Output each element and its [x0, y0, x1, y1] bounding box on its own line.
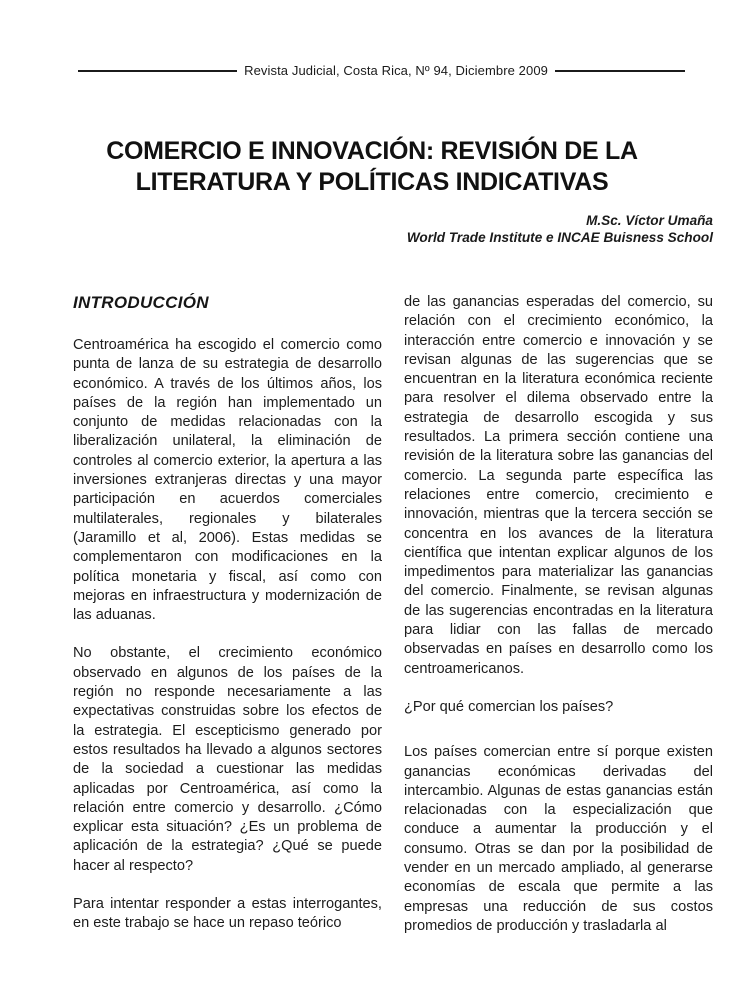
header-rule-left — [78, 70, 237, 72]
article-title — [52, 136, 692, 198]
right-column — [404, 293, 713, 955]
article-body — [73, 293, 713, 955]
right-paragraph-1: de las ganancias esperadas del comercio, su relación con el crecimiento económico, la interacción entre comercio e innovación y se revisan algunas de las sugerencias que se encuentran en la literatura económica reciente para resolver el dilema observado entre la estrategia de desarrollo escogida y sus resultados. La primera sección contiene una revisión de la literatura sobre las ganancias del comercio. La segunda parte específica las relaciones entre comercio, crecimiento e innovación, mientras que la tercera sección se concentra en los avances de la literatura científica que intentan explicar algunos de los impedimentos para materializar las ganancias del comercio. Finalmente, se revisan algunas de las sugerencias encontradas en la literatura para lidiar con las fallas de mercado observadas en países en desarrollo como los centroamericanos. — [404, 294, 713, 677]
journal-header — [73, 63, 713, 78]
header-rule-right — [555, 70, 685, 72]
sub-question-heading: ¿Por qué comercian los países? — [404, 698, 614, 715]
author-block — [73, 213, 713, 246]
right-paragraph-2: Los países comercian entre sí porque existen ganancias económicas derivadas del intercambio. Algunas de estas ganancias están relacionadas con la especialización que conduce a aumentar la producción y el consumo. Otras se dan por la posibilidad de vender en un mercado ampliado, al generarse economías de escala que permite a las empresas una reducción de sus costos promedios de producción y trasladarla al — [404, 744, 713, 934]
journal-header-text: Revista Judicial, Costa Rica, Nº 94, Diciembre 2009 — [244, 63, 548, 78]
left-paragraph-3: Para intentar responder a estas interrogantes, en este trabajo se hace un repaso teórico — [73, 896, 382, 932]
author-name: M.Sc. Víctor Umaña — [586, 213, 713, 228]
left-paragraph-2: No obstante, el crecimiento económico observado en algunos de los países de la región no responde necesariamente a las expectativas construidas sobre los efectos de la estrategia. El escepticismo generado por estos resultados ha llevado a algunos sectores de la sociedad a cuestionar las medidas aplicadas por Centroamérica, así como la relación entre comercio y desarrollo. ¿Cómo explicar esta situación? ¿Es un problema de aplicación de la estrategia? ¿Qué se puede hacer al respecto? — [73, 645, 382, 874]
left-paragraph-1: Centroamérica ha escogido el comercio como punta de lanza de su estrategia de desarrollo económico. A través de los últimos años, los países de la región han implementado un conjunto de medidas relacionadas con la liberalización unilateral, la eliminación de controles al comercio exterior, la apertura a las inversiones extranjeras directas y una mayor participación en acuerdos comerciales multilaterales, regionales y bilaterales (Jaramillo et al, 2006). Estas medidas se complementaron con modificaciones en la política monetaria y fiscal, así como con mejoras en infraestructura y modernización de las aduanas. — [73, 337, 382, 624]
left-column — [73, 293, 382, 955]
section-heading-introduccion: INTRODUCCIÓN — [73, 293, 209, 312]
article-title-line2: LITERATURA Y POLÍTICAS INDICATIVAS — [135, 167, 609, 196]
article-title-line1: COMERCIO E INNOVACIÓN: REVISIÓN DE LA — [106, 136, 638, 165]
author-affiliation: World Trade Institute e INCAE Buisness School — [406, 229, 713, 245]
